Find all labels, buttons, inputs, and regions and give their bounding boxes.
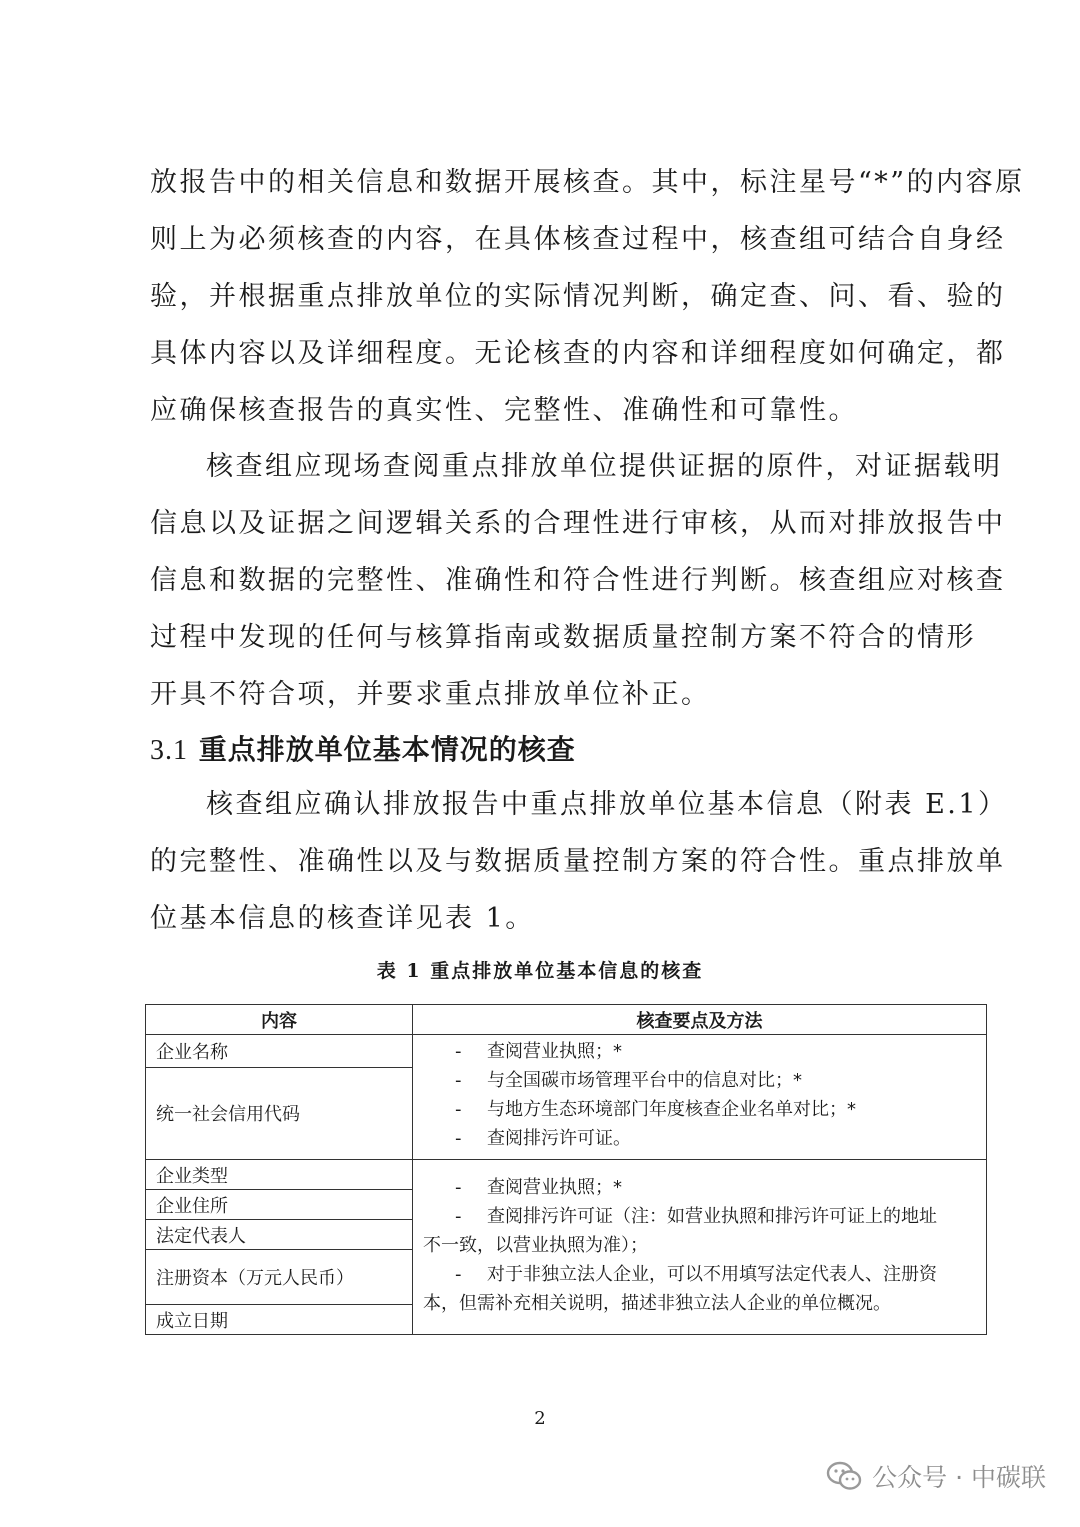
paragraph-line: 开具不符合项，并要求重点排放单位补正。 (150, 679, 711, 710)
table-cell-methods (413, 1160, 987, 1335)
page-number: 2 (534, 1408, 546, 1429)
paragraph-line: 则上为必须核查的内容，在具体核查过程中，核查组可结合自身经 (150, 224, 1006, 255)
method-item-continuation: 不一致，以营业执照为准）； (423, 1234, 648, 1256)
table-header-methods: 核查要点及方法 (413, 1005, 987, 1035)
section-heading (150, 728, 576, 768)
method-item: - 查阅营业执照；* (455, 1041, 622, 1062)
table-cell-label: 企业类型 (146, 1160, 413, 1190)
method-item: - 查阅排污许可证。 (455, 1128, 631, 1149)
method-item: - 与地方生态环境部门年度核查企业名单对比；* (455, 1099, 856, 1120)
section-paragraph (150, 776, 1008, 947)
paragraph-line: 的完整性、准确性以及与数据质量控制方案的符合性。重点排放单 (150, 846, 1006, 877)
method-item: - 对于非独立法人企业，可以不用填写法定代表人、注册资 (455, 1263, 937, 1285)
section-number: 3.1 (150, 735, 188, 766)
table-row (146, 1160, 987, 1190)
paragraph-1 (150, 154, 1025, 439)
paragraph-line: 应确保核查报告的真实性、完整性、准确性和可靠性。 (150, 395, 858, 426)
table-cell-label: 企业住所 (146, 1190, 413, 1220)
section-title: 重点排放单位基本情况的核查 (198, 733, 576, 766)
paragraph-line: 位基本信息的核查详见表 1。 (150, 903, 535, 934)
watermark (826, 1458, 1046, 1494)
table-cell-label: 统一社会信用代码 (146, 1067, 413, 1159)
table-header-content: 内容 (146, 1005, 413, 1035)
paragraph-line: 信息以及证据之间逻辑关系的合理性进行审核，从而对排放报告中 (150, 508, 1006, 539)
wechat-icon (826, 1461, 862, 1491)
table-cell-label: 注册资本（万元人民币） (146, 1250, 413, 1305)
watermark-text: 公众号 · 中碳联 (872, 1463, 1046, 1492)
paragraph-line: 核查组应现场查阅重点排放单位提供证据的原件，对证据载明 (206, 451, 1003, 482)
paragraph-line: 核查组应确认排放报告中重点排放单位基本信息（附表 E.1） (206, 789, 1008, 820)
paragraph-line: 验，并根据重点排放单位的实际情况判断，确定查、问、看、验的 (150, 281, 1006, 312)
table-row (146, 1035, 987, 1068)
table-cell-label: 法定代表人 (146, 1220, 413, 1250)
paragraph-line: 信息和数据的完整性、准确性和符合性进行判断。核查组应对核查 (150, 565, 1006, 596)
method-item-continuation: 本，但需补充相关说明，描述非独立法人企业的单位概况。 (423, 1292, 891, 1314)
paragraph-line: 放报告中的相关信息和数据开展核查。其中，标注星号“*”的内容原 (150, 167, 1025, 198)
method-item: - 与全国碳市场管理平台中的信息对比；* (455, 1070, 802, 1091)
table-cell-label: 企业名称 (146, 1035, 413, 1068)
paragraph-line: 具体内容以及详细程度。无论核查的内容和详细程度如何确定，都 (150, 338, 1006, 369)
table-caption: 表 1 重点排放单位基本信息的核查 (376, 960, 704, 982)
method-item: - 查阅营业执照；* (455, 1176, 622, 1198)
paragraph-line: 过程中发现的任何与核算指南或数据质量控制方案不符合的情形 (150, 622, 976, 653)
method-item: - 查阅排污许可证（注：如营业执照和排污许可证上的地址 (455, 1205, 937, 1227)
paragraph-2 (150, 438, 1006, 723)
table-cell-label: 成立日期 (146, 1305, 413, 1335)
table-cell-methods (413, 1035, 987, 1160)
table-header-row (146, 1005, 987, 1035)
verification-table (145, 1004, 987, 1335)
